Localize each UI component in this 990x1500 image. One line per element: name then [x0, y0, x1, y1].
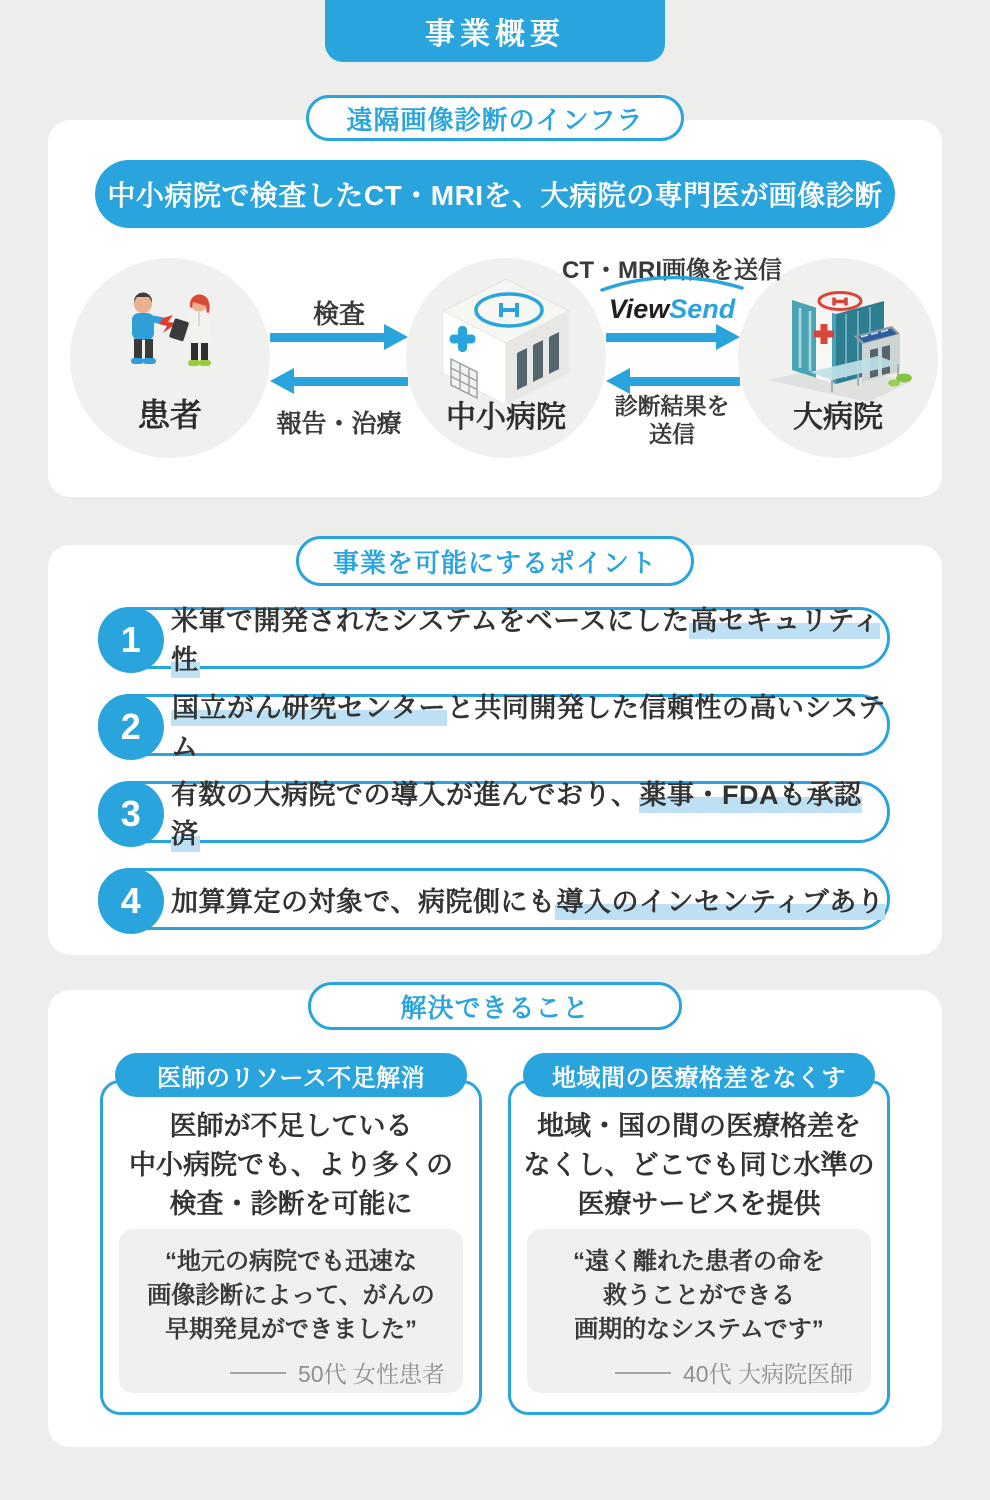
viewsend-logo-send: Send	[669, 294, 736, 324]
quote-box	[527, 1229, 871, 1393]
viewsend-swoosh-icon	[597, 276, 747, 292]
exam-arrow-right-icon	[270, 324, 408, 350]
send-images-flow-label: CT・MRI画像を送信	[562, 257, 782, 284]
point-text: 国立がん研究センターと共同開発した信頼性の高いシステム	[171, 693, 886, 762]
solution-body: 医師が不足している 中小病院でも、より多くの 検査・診断を可能に	[129, 1111, 453, 1219]
point-text: 米軍で開発されたシステムをベースにした高セキュリティ性	[171, 599, 887, 677]
send-results-line2: 送信	[649, 421, 695, 447]
quote-text: “遠く離れた患者の命を 救うことができる 画期的なシステムです”	[573, 1248, 825, 1343]
viewsend-logo-view: View	[608, 294, 670, 324]
large-hospital-icon	[758, 286, 918, 404]
send-images-arrow-right-icon	[606, 324, 740, 350]
section-pill-points: 事業を可能にするポイント	[296, 536, 694, 586]
small-hospital-icon	[431, 274, 581, 406]
infra-headline: 中小病院で検査したCT・MRIを、大病院の専門医が画像診断	[95, 160, 895, 228]
quote-attribution: 40代 大病院医師	[527, 1356, 871, 1389]
solution-card-doctor-resources	[100, 1064, 482, 1415]
infra-card	[48, 120, 942, 497]
point-number-badge: 2	[98, 694, 164, 760]
large-hospital-label: 大病院	[793, 401, 883, 434]
send-results-flow-label	[597, 392, 747, 448]
large-hospital-node	[738, 258, 938, 458]
small-hospital-label: 中小病院	[446, 401, 566, 434]
point-text: 加算算定の対象で、病院側にも導入のインセンティブあり	[171, 880, 885, 919]
point-number-badge: 4	[98, 868, 164, 934]
viewsend-logo	[597, 276, 747, 323]
send-results-arrow-left-icon	[606, 368, 740, 394]
point-row-4	[98, 868, 890, 930]
quote-box	[119, 1229, 463, 1393]
solution-title: 地域間の医療格差をなくす	[523, 1053, 875, 1097]
patient-label: 患者	[137, 397, 202, 433]
quote-attribution: 50代 女性患者	[119, 1356, 463, 1389]
report-flow-label: 報告・治療	[276, 410, 402, 438]
exam-flow-label: 検査	[312, 299, 365, 329]
point-row-3	[98, 780, 890, 849]
report-arrow-left-icon	[270, 368, 408, 394]
solution-title: 医師のリソース不足解消	[115, 1053, 467, 1097]
point-number-badge: 3	[98, 781, 164, 847]
point-row-2	[98, 693, 890, 762]
page-title: 事業概要	[325, 0, 665, 62]
patient-doctor-illustration	[107, 284, 233, 396]
point-number-badge: 1	[98, 607, 164, 673]
attribution-dash	[230, 1372, 286, 1374]
attribution-dash	[615, 1372, 671, 1374]
section-pill-solutions: 解決できること	[308, 982, 682, 1030]
section-pill-infra: 遠隔画像診断のインフラ	[306, 95, 684, 141]
point-row-1	[98, 606, 890, 675]
solution-body: 地域・国の間の医療格差を なくし、どこでも同じ水準の 医療サービスを提供	[523, 1111, 875, 1219]
send-results-line1: 診断結果を	[614, 393, 730, 419]
point-text: 有数の大病院での導入が進んでおり、薬事・FDAも承認済	[171, 773, 887, 851]
solution-card-regional-gap	[508, 1064, 890, 1415]
quote-text: “地元の病院でも迅速な 画像診断によって、がんの 早期発見ができました”	[147, 1248, 435, 1343]
points-card	[48, 545, 942, 955]
solutions-card	[48, 990, 942, 1447]
